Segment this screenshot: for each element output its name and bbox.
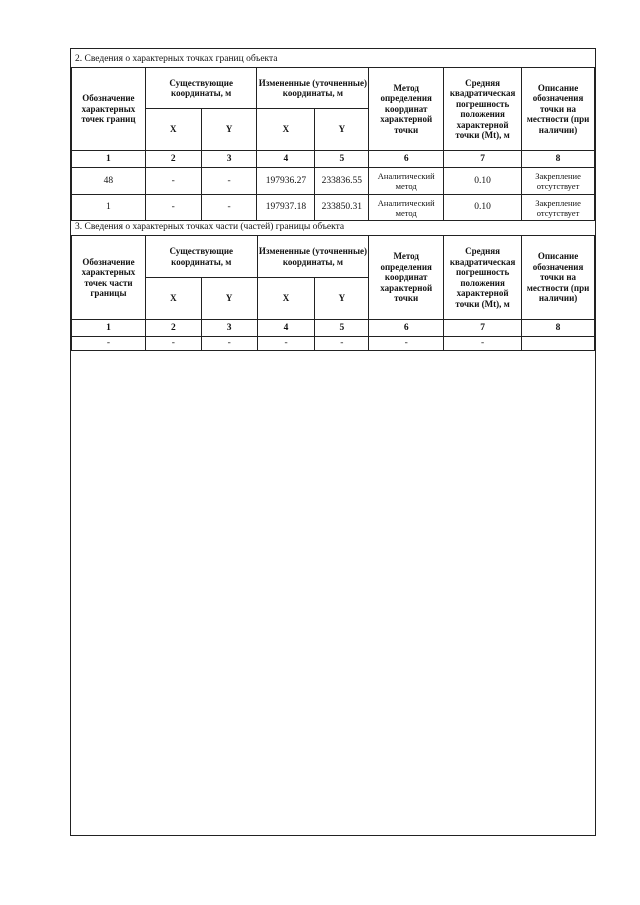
col-number: 2 <box>145 320 201 337</box>
col-changed-header: Измененные (уточненные) координаты, м <box>257 68 369 109</box>
changed-x-value: 197937.18 <box>257 195 315 221</box>
col-existing-x: X <box>145 278 201 320</box>
col-changed-header: Измененные (уточненные) координаты, м <box>257 236 369 278</box>
col-number: 8 <box>522 320 595 337</box>
col-number: 5 <box>315 151 369 168</box>
changed-y-value: 233836.55 <box>315 168 369 195</box>
table-row <box>72 337 595 351</box>
description-value: Закрепление отсутствует <box>522 195 595 221</box>
col-number: 2 <box>145 151 201 168</box>
section2-title: 2. Сведения о характерных точках границ объекта <box>75 54 278 64</box>
col-existing-x: X <box>145 109 201 151</box>
col-error-header: Средняя квадратическая погрешность положения характерной точки (Mt), м <box>444 236 522 320</box>
col-number: 1 <box>72 151 146 168</box>
col-existing-header: Существующие координаты, м <box>145 236 257 278</box>
col-error-header: Средняя квадратическая погрешность положения характерной точки (Mt), м <box>444 68 522 151</box>
col-number: 4 <box>257 151 315 168</box>
error-value: 0.10 <box>444 195 522 221</box>
col-method-header: Метод определения координат характерной точки <box>369 236 444 320</box>
table-row <box>72 195 595 221</box>
col-changed-x: X <box>257 278 315 320</box>
col-existing-y: Y <box>201 109 257 151</box>
document-frame <box>70 48 596 836</box>
col-number: 3 <box>201 151 257 168</box>
method-value: Аналитический метод <box>369 168 444 195</box>
col-changed-y: Y <box>315 278 369 320</box>
method-value: Аналитический метод <box>369 195 444 221</box>
col-number: 5 <box>315 320 369 337</box>
error-value: 0.10 <box>444 168 522 195</box>
section2-table <box>71 67 595 221</box>
col-number: 3 <box>201 320 257 337</box>
col-existing-header: Существующие координаты, м <box>145 68 257 109</box>
section3-table <box>71 235 595 351</box>
changed-x-value: - <box>257 337 315 351</box>
col-description-header: Описание обозначения точки на местности (при наличии) <box>522 68 595 151</box>
point-id: - <box>72 337 146 351</box>
col-changed-y: Y <box>315 109 369 151</box>
col-method-header: Метод определения координат характерной точки <box>369 68 444 151</box>
existing-y-value: - <box>201 337 257 351</box>
error-value: - <box>444 337 522 351</box>
col-designation-header: Обозначение характерных точек части границы <box>72 236 146 320</box>
changed-y-value: 233850.31 <box>315 195 369 221</box>
col-number: 6 <box>369 320 444 337</box>
description-value <box>522 337 595 351</box>
existing-x-value: - <box>145 168 201 195</box>
description-value: Закрепление отсутствует <box>522 168 595 195</box>
method-value: - <box>369 337 444 351</box>
changed-x-value: 197936.27 <box>257 168 315 195</box>
existing-y-value: - <box>201 168 257 195</box>
col-changed-x: X <box>257 109 315 151</box>
table-row <box>72 168 595 195</box>
col-number: 4 <box>257 320 315 337</box>
section3-title: 3. Сведения о характерных точках части (частей) границы объекта <box>75 222 345 232</box>
col-number: 1 <box>72 320 146 337</box>
point-id: 1 <box>72 195 146 221</box>
col-description-header: Описание обозначения точки на местности (при наличии) <box>522 236 595 320</box>
col-number: 7 <box>444 320 522 337</box>
col-designation-header: Обозначение характерных точек границ <box>72 68 146 151</box>
col-number: 7 <box>444 151 522 168</box>
col-number: 8 <box>522 151 595 168</box>
col-number: 6 <box>369 151 444 168</box>
existing-x-value: - <box>145 337 201 351</box>
changed-y-value: - <box>315 337 369 351</box>
point-id: 48 <box>72 168 146 195</box>
col-existing-y: Y <box>201 278 257 320</box>
existing-y-value: - <box>201 195 257 221</box>
existing-x-value: - <box>145 195 201 221</box>
